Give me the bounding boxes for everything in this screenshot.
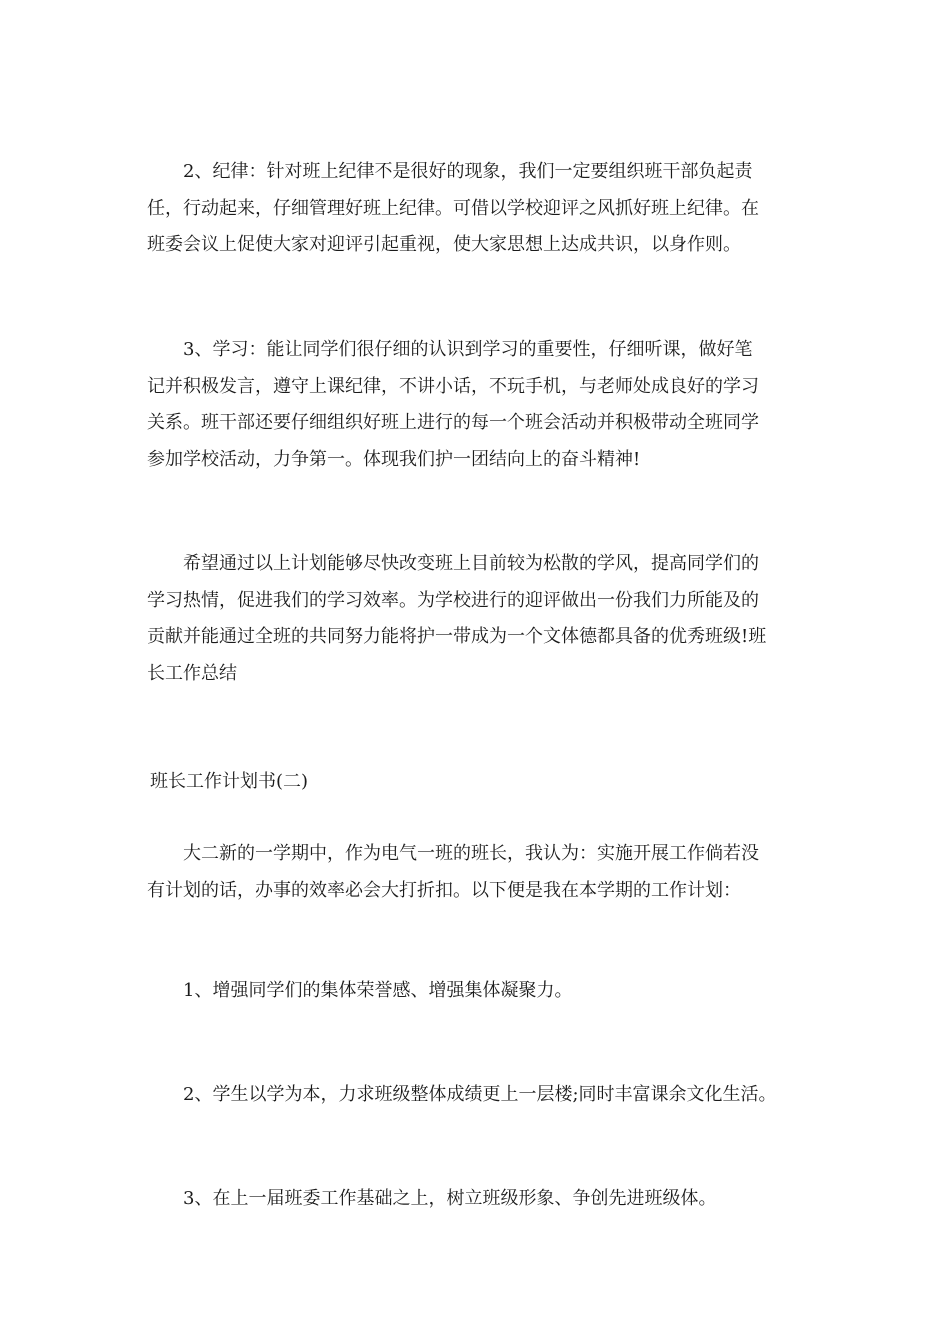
text-line: 参加学校活动，力争第一。体现我们护一团结向上的奋斗精神!	[147, 448, 641, 470]
text-line: 学习热情，促进我们的学习效率。为学校进行的迎评做出一份我们力所能及的	[147, 589, 759, 611]
text-line: 3、学习：能让同学们很仔细的认识到学习的重要性，仔细听课，做好笔	[183, 339, 753, 360]
list-item-text: 3、在上一届班委工作基础之上，树立班级形象、争创先进班级体。	[183, 1188, 717, 1209]
paragraph-discipline	[147, 154, 819, 264]
text-line: 长工作总结	[147, 662, 237, 684]
text-line: 班委会议上促使大家对迎评引起重视，使大家思想上达成共识，以身作则。	[147, 234, 741, 255]
text-line: 贡献并能通过全班的共同努力能将护一带成为一个文体德都具备的优秀班级!班	[147, 626, 767, 647]
text-line: 有计划的话，办事的效率必会大打折扣。以下便是我在本学期的工作计划：	[147, 879, 741, 901]
list-item	[147, 973, 819, 1010]
paragraph-study	[147, 332, 819, 478]
section-heading: 班长工作计划书(二)	[150, 771, 309, 792]
list-item	[147, 1077, 819, 1114]
paragraph-hope	[147, 546, 819, 692]
text-line: 任，行动起来，仔细管理好班上纪律。可借以学校迎评之风抓好班上纪律。在	[147, 197, 759, 219]
list-item-text: 1、增强同学们的集体荣誉感、增强集体凝聚力。	[183, 980, 573, 1001]
text-line: 记并积极发言，遵守上课纪律，不讲小话，不玩手机，与老师处成良好的学习	[147, 375, 759, 397]
text-line: 希望通过以上计划能够尽快改变班上目前较为松散的学风，提高同学们的	[183, 553, 759, 574]
text-line: 大二新的一学期中，作为电气一班的班长，我认为：实施开展工作倘若没	[183, 843, 759, 864]
text-line: 2、纪律：针对班上纪律不是很好的现象，我们一定要组织班干部负起责	[183, 161, 753, 182]
list-item	[147, 1181, 819, 1218]
text-line: 关系。班干部还要仔细组织好班上进行的每一个班会活动并积极带动全班同学	[147, 412, 759, 433]
list-item-text: 2、学生以学为本，力求班级整体成绩更上一层楼;同时丰富课余文化生活。	[183, 1084, 777, 1105]
paragraph-intro	[147, 836, 819, 909]
